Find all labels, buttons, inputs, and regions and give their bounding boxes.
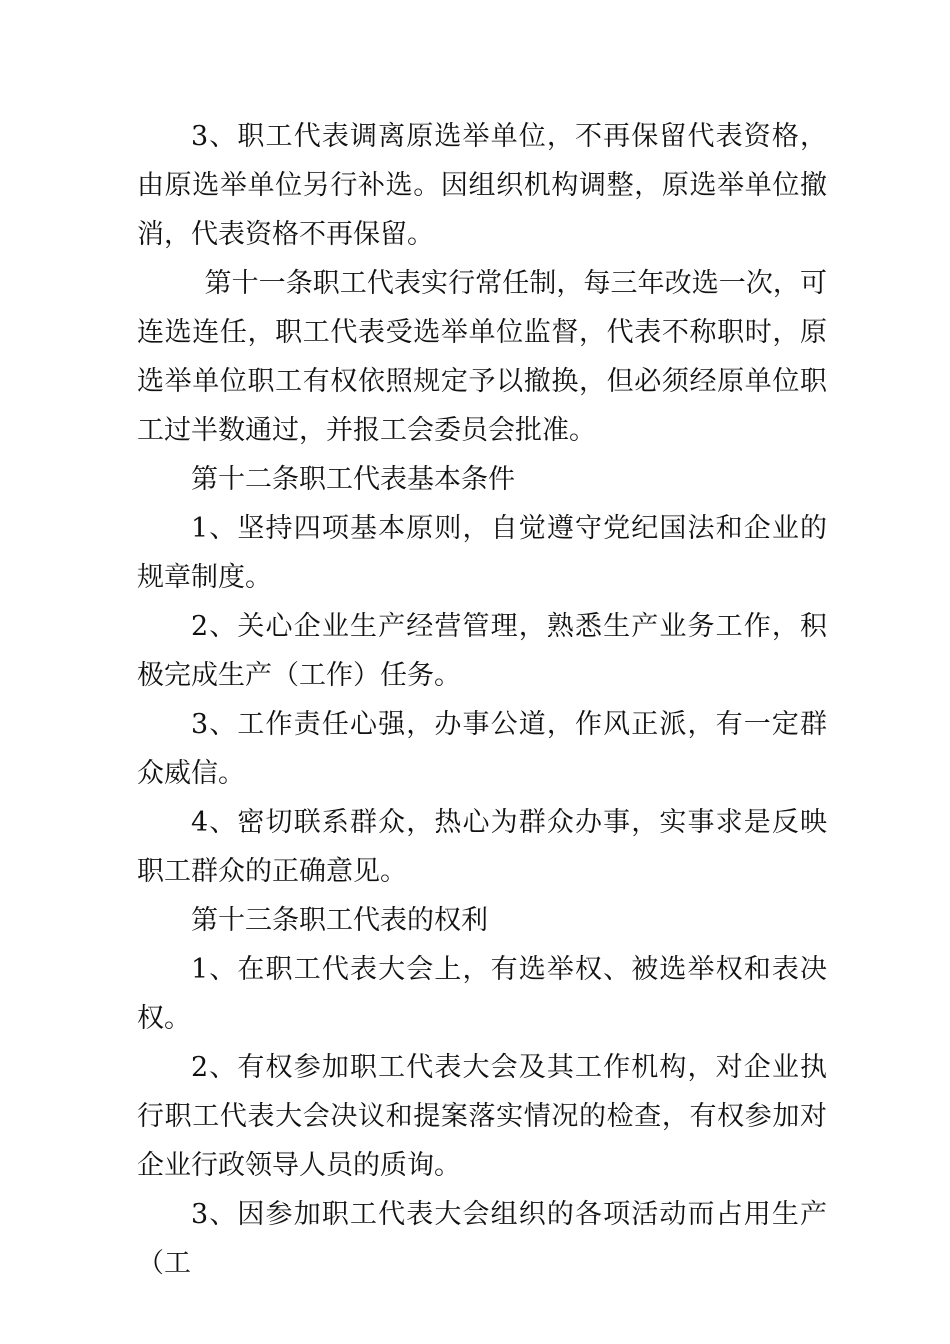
paragraph-condition-1: 1、坚持四项基本原则，自觉遵守党纪国法和企业的规章制度。 [137, 513, 827, 593]
paragraph-right-3: 3、因参加职工代表大会组织的各项活动而占用生产（工 [137, 1199, 827, 1279]
paragraph-clause-3-transfer: 3、职工代表调离原选举单位，不再保留代表资格，由原选举单位另行补选。因组织机构调整，原选举单位撤消，代表资格不再保留。 [137, 121, 827, 250]
paragraph-condition-4: 4、密切联系群众，热心为群众办事，实事求是反映职工群众的正确意见。 [137, 807, 827, 887]
document-body [137, 112, 827, 1288]
paragraph-article-11: 第十一条职工代表实行常任制，每三年改选一次，可连选连任，职工代表受选举单位监督，代表不称职时，原选举单位职工有权依照规定予以撤换，但必须经原单位职工过半数通过，并报工会委员会批准。 [137, 268, 827, 446]
paragraph-condition-2: 2、关心企业生产经营管理，熟悉生产业务工作，积极完成生产（工作）任务。 [137, 611, 827, 691]
paragraph-right-2: 2、有权参加职工代表大会及其工作机构，对企业执行职工代表大会决议和提案落实情况的检查，有权参加对企业行政领导人员的质询。 [137, 1052, 827, 1181]
paragraph-condition-3: 3、工作责任心强，办事公道，作风正派，有一定群众威信。 [137, 709, 827, 789]
paragraph-right-1: 1、在职工代表大会上，有选举权、被选举权和表决权。 [137, 954, 827, 1034]
heading-article-13: 第十三条职工代表的权利 [191, 905, 488, 936]
heading-article-12: 第十二条职工代表基本条件 [191, 464, 515, 495]
